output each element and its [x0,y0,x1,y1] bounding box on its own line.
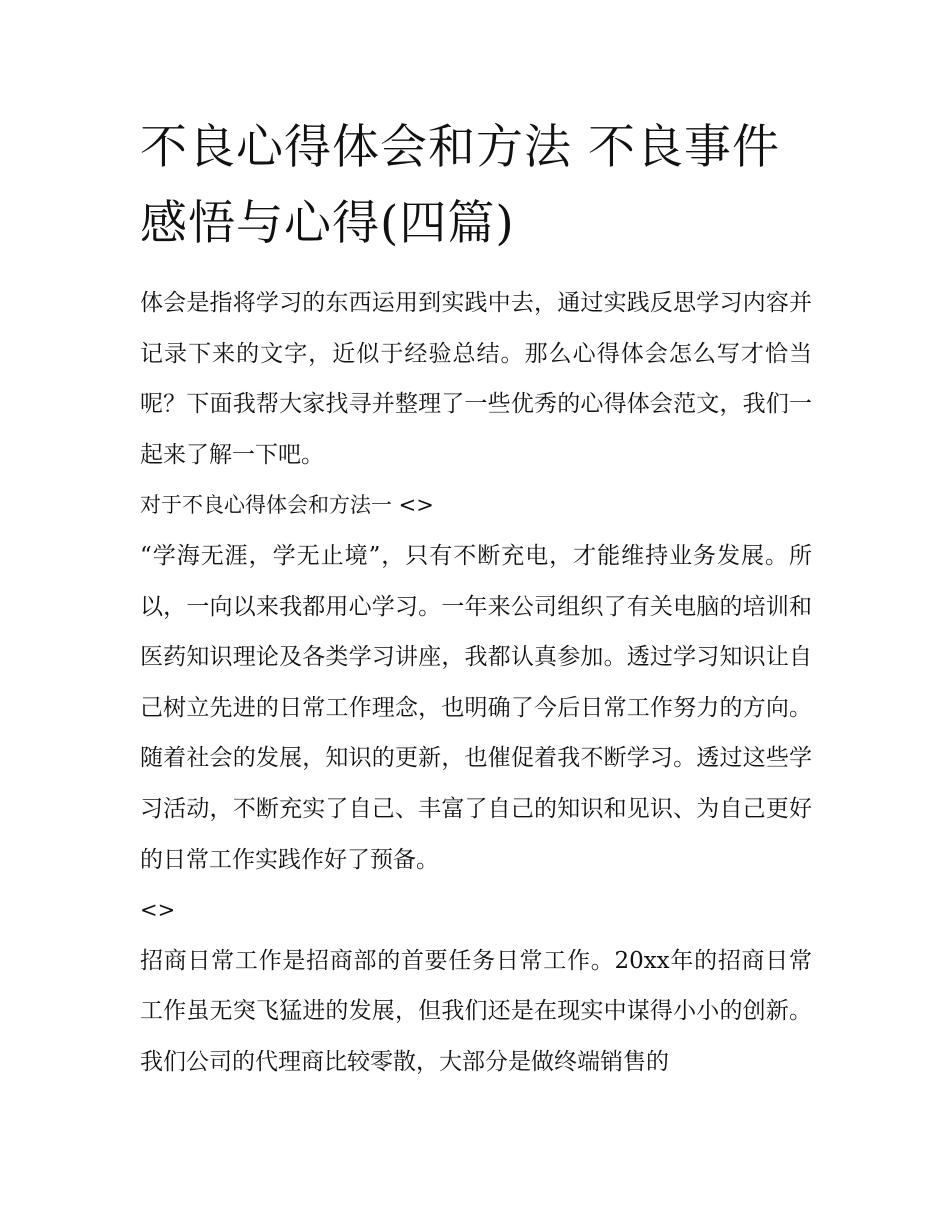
intro-paragraph: 体会是指将学习的东西运用到实践中去，通过实践反思学习内容并记录下来的文字，近似于经验总结。那么心得体会怎么写才恰当呢？下面我帮大家找寻并整理了一些优秀的心得体会范文，我们一起来了解一下吧。 [140,290,812,468]
separator-text: <> [140,898,176,923]
section-heading: 对于不良心得体会和方法一 <> [140,493,434,518]
document-page [140,110,812,1088]
body-paragraph: “学海无涯，学无止境”，只有不断充电，才能维持业务发展。所以，一向以来我都用心学习。一年来公司组织了有关电脑的培训和医药知识理论及各类学习讲座，我都认真参加。透过学习知识让自己树立先进的日常工作理念，也明确了今后日常工作努力的方向。随着社会的发展，知识的更新，也催促着我不断学习。透过这些学习活动，不断充实了自己、丰富了自己的知识和见识、为自己更好的日常工作实践作好了预备。 [140,542,812,873]
body-paragraph: 招商日常工作是招商部的首要任务日常工作。20xx年的招商日常工作虽无突飞猛进的发展，但我们还是在现实中谋得小小的创新。我们公司的代理商比较零散，大部分是做终端销售的 [140,947,812,1075]
document-title: 不良心得体会和方法 不良事件感悟与心得(四篇) [140,120,780,251]
